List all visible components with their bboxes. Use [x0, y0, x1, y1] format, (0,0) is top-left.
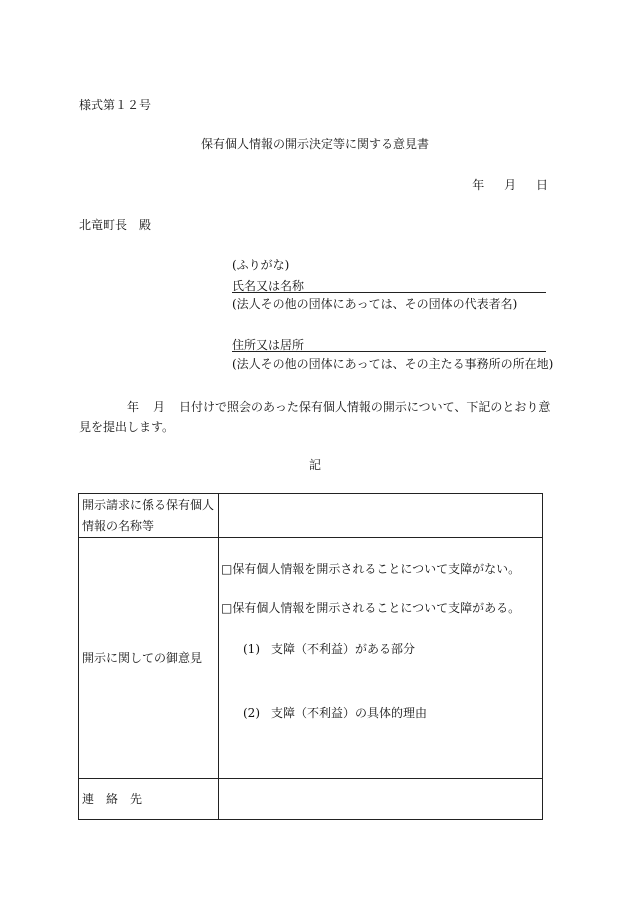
issue-reason-label: 支障（不利益）の具体的理由: [271, 706, 428, 720]
contact-field[interactable]: [219, 779, 543, 820]
info-name-field[interactable]: [219, 494, 543, 538]
opinion-table: [78, 493, 543, 820]
opinion-field[interactable]: [219, 538, 543, 779]
form-title: 保有個人情報の開示決定等に関する意見書: [200, 137, 429, 151]
furigana-label: (ふりがな): [232, 258, 290, 272]
form-number: 様式第１２号: [79, 98, 152, 112]
name-label: 氏名又は名称: [232, 279, 305, 293]
date-year-label: 年: [472, 178, 485, 192]
issue-part-number: (1): [243, 642, 260, 656]
info-name-label: 開示請求に係る保有個人情報の名称等: [79, 494, 219, 538]
name-blank-line[interactable]: [232, 292, 546, 293]
contact-label: 連 絡 先: [79, 779, 219, 820]
ki-heading: 記: [308, 458, 321, 472]
name-note: (法人その他の団体にあっては、その団体の代表者名): [232, 297, 518, 311]
address-note: (法人その他の団体にあっては、その主たる事務所の所在地): [232, 357, 554, 371]
body-text: 日付けで照会のあった保有個人情報の開示について、下記のとおり意見を提出します。: [79, 400, 551, 434]
address-label: 住所又は居所: [232, 338, 305, 352]
issue-reason-item: [243, 706, 427, 720]
date-fields: [456, 178, 548, 192]
opinion-label: 開示に関しての御意見: [79, 538, 219, 779]
address-blank-line[interactable]: [232, 351, 546, 352]
option-no-issue[interactable]: □保有個人情報を開示されることについて支障がない。: [221, 562, 521, 576]
issue-part-item: [243, 642, 415, 656]
issue-part-label: 支障（不利益）がある部分: [271, 642, 416, 656]
date-month-label: 月: [504, 178, 517, 192]
body-paragraph: [79, 397, 557, 437]
body-year-label: 年: [127, 400, 140, 414]
table-row: [79, 494, 543, 538]
table-row: [79, 538, 543, 779]
table-row: [79, 779, 543, 820]
body-month-label: 月: [153, 400, 166, 414]
issue-reason-number: (2): [243, 706, 260, 720]
recipient: 北竜町長 殿: [79, 218, 152, 232]
option-issue[interactable]: □保有個人情報を開示されることについて支障がある。: [221, 601, 521, 615]
date-day-label: 日: [535, 178, 548, 192]
